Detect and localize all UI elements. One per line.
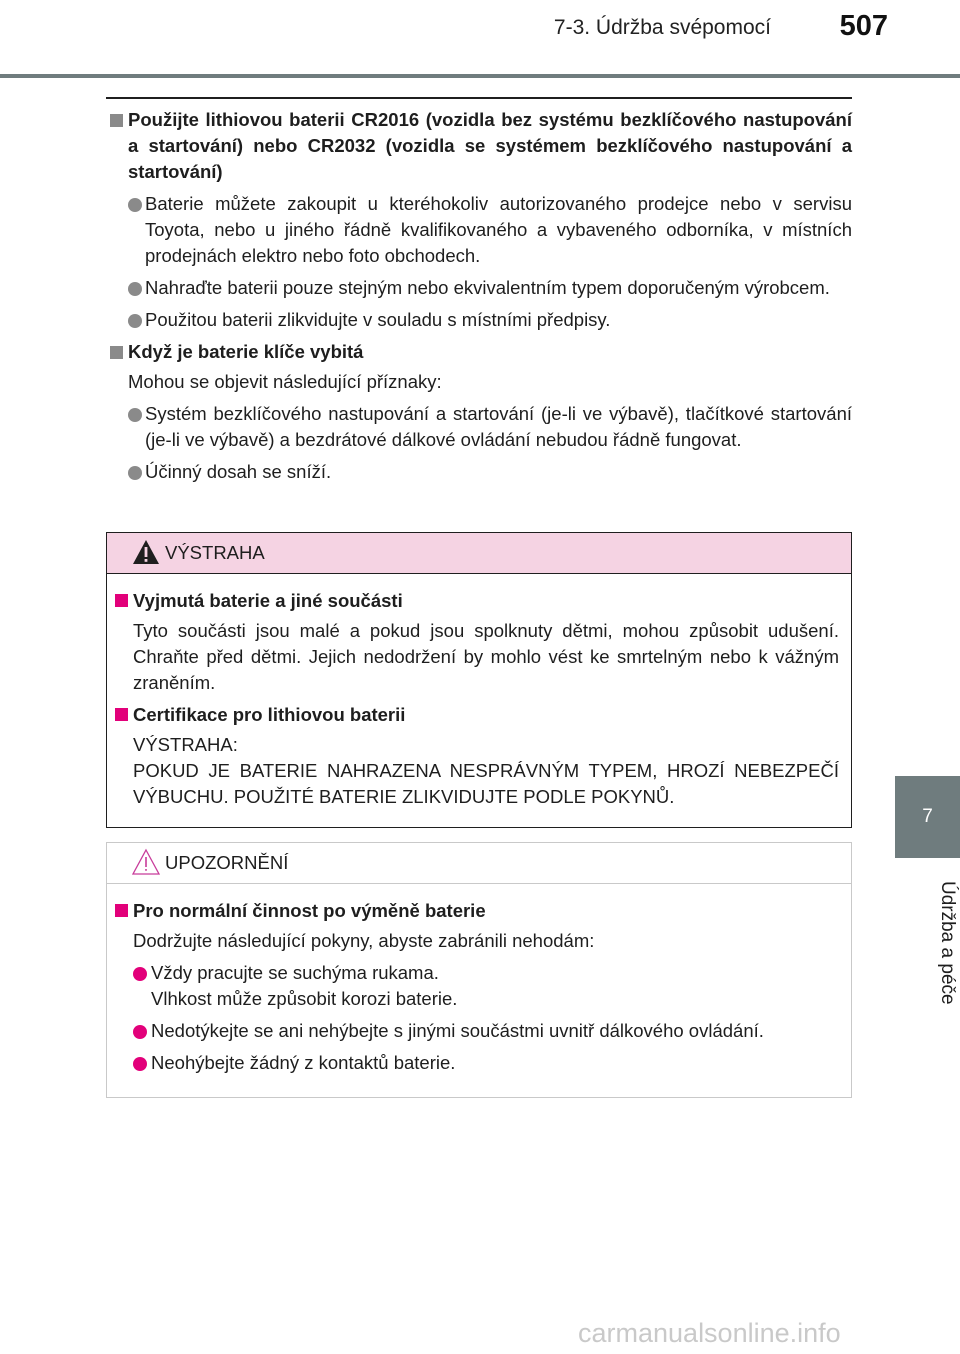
list-item-text: Nahraďte baterii pouze stejným nebo ekvivalentním typem doporučeným výrobcem. <box>145 277 830 298</box>
square-bullet-icon <box>110 114 123 127</box>
caution-box-body <box>115 898 839 1076</box>
list-item <box>106 191 852 269</box>
round-bullet-icon <box>133 1025 147 1039</box>
round-bullet-icon <box>128 282 142 296</box>
list-item <box>106 401 852 453</box>
watermark: carmanualsonline.info <box>578 1318 841 1348</box>
list-item <box>115 1018 839 1044</box>
list-item-text: Nedotýkejte se ani nehýbejte s jinými součástmi uvnitř dálkového ovládání. <box>151 1020 764 1041</box>
caution-box-header <box>107 843 851 884</box>
round-bullet-icon <box>128 198 142 212</box>
discharged-heading <box>106 339 852 365</box>
page-number: 507 <box>839 10 888 42</box>
list-item-text: Baterie můžete zakoupit u kteréhokoliv autorizovaného prodejce nebo v servisu Toyota, nebo u jiného řádně kvalifikovaného a vybaveného odborníka, v místních prodejnách elektro nebo foto obchodech. <box>145 193 852 266</box>
list-item <box>115 960 839 1012</box>
list-item-text: Účinný dosah se sníží. <box>145 461 332 482</box>
discharged-intro: Mohou se objevit následující příznaky: <box>128 371 442 392</box>
warning-box-body <box>115 588 839 810</box>
discharged-heading-text: Když je baterie klíče vybitá <box>128 341 364 362</box>
warning-box-header <box>107 533 851 574</box>
list-item <box>106 275 852 301</box>
caution-intro: Dodržujte následující pokyny, abyste zabránili nehodám: <box>133 930 595 951</box>
caution-heading <box>115 898 839 924</box>
chapter-tab-number: 7 <box>895 776 960 858</box>
warning-triangle-icon <box>131 537 161 567</box>
main-content <box>106 107 852 485</box>
caution-box-title: UPOZORNĚNÍ <box>165 852 289 873</box>
warning-item-heading-text: Certifikace pro lithiovou baterii <box>133 704 406 725</box>
battery-type-heading <box>106 107 852 185</box>
round-bullet-icon <box>133 1057 147 1071</box>
list-item <box>115 1050 839 1076</box>
section-title: 7-3. Údržba svépomocí <box>553 16 771 39</box>
square-bullet-icon <box>115 708 128 721</box>
round-bullet-icon <box>128 466 142 480</box>
list-item-text: Vždy pracujte se suchýma rukama. <box>151 962 439 983</box>
round-bullet-icon <box>133 967 147 981</box>
content-top-rule <box>106 97 852 99</box>
round-bullet-icon <box>128 408 142 422</box>
list-item-text: Systém bezklíčového nastupování a startování (je-li ve výbavě), tlačítkové startování (je-li ve výbavě) a bezdrátové dálkové ovládání nebudou řádně fungovat. <box>145 403 852 450</box>
warning-box <box>106 532 852 828</box>
square-bullet-icon <box>110 346 123 359</box>
list-item <box>106 459 852 485</box>
warning-item-heading <box>115 702 839 728</box>
warning-item-label: VÝSTRAHA: <box>133 734 238 755</box>
list-item-text: Použitou baterii zlikvidujte v souladu s místními předpisy. <box>145 309 611 330</box>
round-bullet-icon <box>128 314 142 328</box>
warning-box-title: VÝSTRAHA <box>165 542 265 563</box>
warning-item-text: POKUD JE BATERIE NAHRAZENA NESPRÁVNÝM TYPEM, HROZÍ NEBEZPEČÍ VÝBUCHU. POUŽITÉ BATERIE ZLIKVIDUJTE PODLE POKYNŮ. <box>133 760 839 807</box>
list-item-text: Vlhkost může způsobit korozi baterie. <box>151 988 458 1009</box>
chapter-tab-label: Údržba a péče <box>937 881 958 1005</box>
caution-heading-text: Pro normální činnost po výměně baterie <box>133 900 486 921</box>
caution-triangle-icon <box>131 847 161 877</box>
square-bullet-icon <box>115 594 128 607</box>
header-rule <box>0 74 960 78</box>
warning-item-heading <box>115 588 839 614</box>
list-item-text: Neohýbejte žádný z kontaktů baterie. <box>151 1052 456 1073</box>
square-bullet-icon <box>115 904 128 917</box>
caution-box <box>106 842 852 1098</box>
warning-item-text: Tyto součásti jsou malé a pokud jsou spolknuty dětmi, mohou způsobit udušení. Chraňte před dětmi. Jejich nedodržení by mohlo vést ke smrtelným nebo k vážným zraněním. <box>133 620 839 693</box>
battery-type-heading-text: Použijte lithiovou baterii CR2016 (vozidla bez systému bezklíčového nastupování a startování) nebo CR2032 (vozidla se systémem bezklíčového nastupování a startování) <box>128 109 852 182</box>
warning-item-heading-text: Vyjmutá baterie a jiné součásti <box>133 590 403 611</box>
list-item <box>106 307 852 333</box>
